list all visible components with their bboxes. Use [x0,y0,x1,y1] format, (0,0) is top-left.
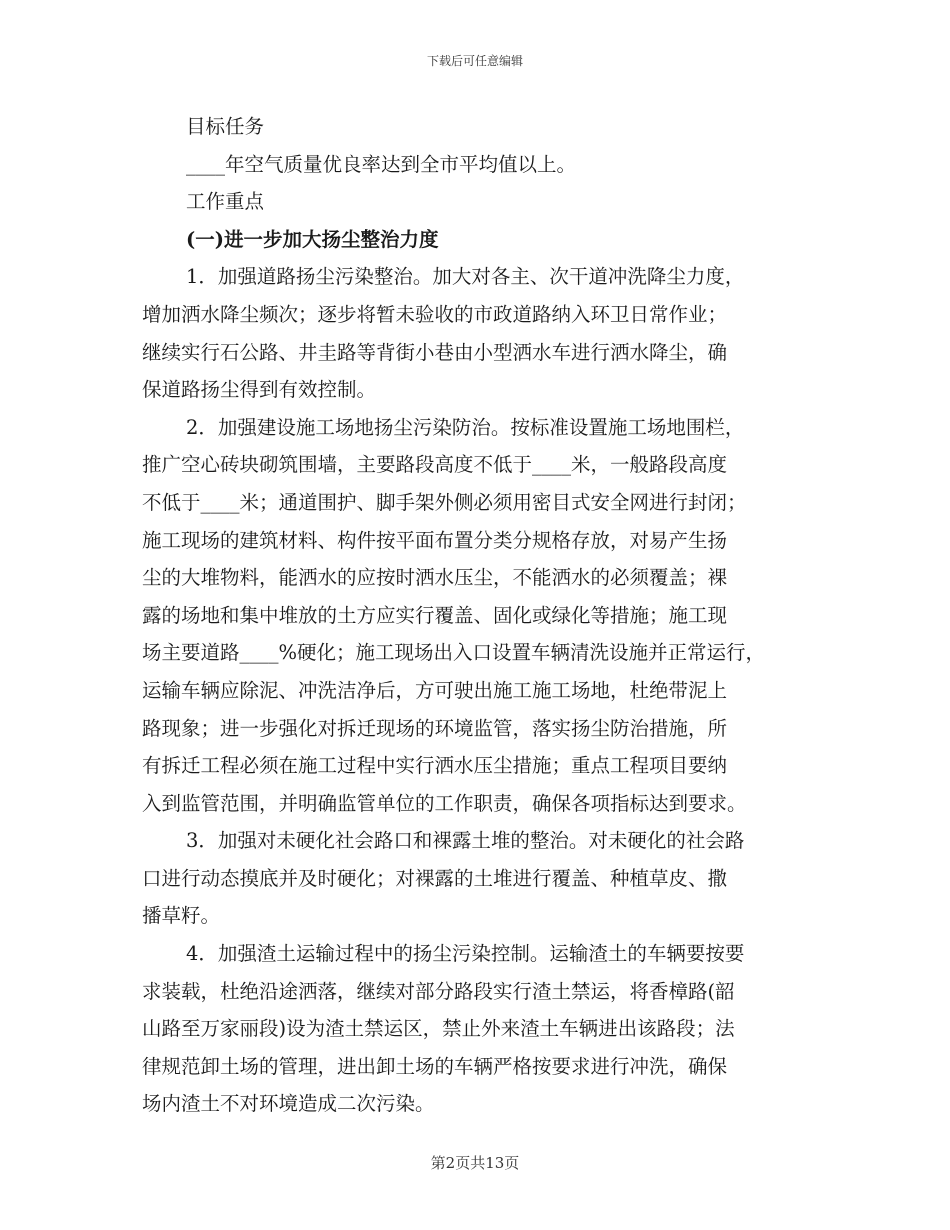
paragraph-line: 露的场地和集中堆放的土方应实行覆盖、固化或绿化等措施；施工现 [142,603,728,627]
section-heading-goal: 目标任务 [186,115,265,138]
paragraph-goal: ____年空气质量优良率达到全市平均值以上。 [186,152,577,176]
paragraph-line: 不低于____米；通道围护、脚手架外侧必须用密目式安全网进行封闭； [142,490,747,514]
paragraph-line: 路现象；进一步强化对拆迁现场的环境监管，落实扬尘防治措施，所 [142,716,728,740]
paragraph-line: 有拆迁工程必须在施工过程中实行洒水压尘措施；重点工程项目要纳 [142,754,728,778]
paragraph-line: 场主要道路____%硬化；施工现场出入口设置车辆清洗设施并正常运行， [142,641,766,665]
paragraph-line: 入到监管范围，并明确监管单位的工作职责，确保各项指标达到要求。 [142,791,747,815]
paragraph-line: 1．加强道路扬尘污染整治。加大对各主、次干道冲洗降尘力度， [186,265,745,289]
paragraph-line: 场内渣土不对环境造成二次污染。 [142,1092,435,1116]
page-header: 下载后可任意编辑 [426,54,523,68]
paragraph-line: 增加洒水降尘频次；逐步将暂未验收的市政道路纳入环卫日常作业； [142,302,728,326]
paragraph-line: 保道路扬尘得到有效控制。 [142,378,377,402]
page-footer: 第2页共13页 [430,1154,520,1172]
paragraph-line: 律规范卸土场的管理，进出卸土场的车辆严格按要求进行冲洗，确保 [142,1054,728,1078]
paragraph-line: 尘的大堆物料，能洒水的应按时洒水压尘，不能洒水的必须覆盖；裸 [142,566,728,590]
paragraph-line: 2．加强建设施工场地扬尘污染防治。按标准设置施工场地围栏， [186,415,745,439]
paragraph-line: 继续实行石公路、井圭路等背街小巷由小型洒水车进行洒水降尘，确 [142,340,728,364]
document-body [142,108,814,1123]
paragraph-line: 运输车辆应除泥、冲洗洁净后，方可驶出施工施工场地，杜绝带泥上 [142,678,728,702]
paragraph-line: 口进行动态摸底并及时硬化；对裸露的土堆进行覆盖、种植草皮、撒 [142,866,728,890]
subsection-heading-1: (一)进一步加大扬尘整治力度 [186,227,439,251]
section-heading-focus: 工作重点 [186,190,265,214]
paragraph-line: 施工现场的建筑材料、构件按平面布置分类分规格存放，对易产生扬 [142,528,728,552]
paragraph-line: 播草籽。 [142,904,221,928]
paragraph-line: 4．加强渣土运输过程中的扬尘污染控制。运输渣土的车辆要按要 [186,942,745,966]
paragraph-line: 山路至万家丽段)设为渣土禁运区，禁止外来渣土车辆进出该路段；法 [142,1017,735,1041]
paragraph-line: 求装载，杜绝沿途洒落，继续对部分路段实行渣土禁运，将香樟路(韶 [142,979,735,1003]
paragraph-line: 推广空心砖块砌筑围墙，主要路段高度不低于____米，一般路段高度 [142,453,728,477]
paragraph-line: 3．加强对未硬化社会路口和裸露土堆的整治。对未硬化的社会路 [186,829,745,853]
